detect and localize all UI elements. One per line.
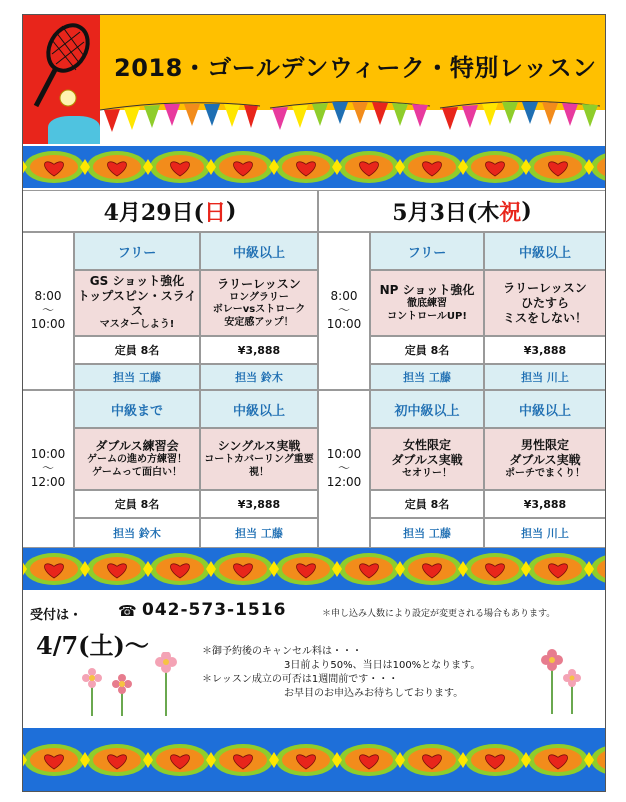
day-header-text: 4月29日( [103, 199, 204, 226]
capacity: 定員 8名 [74, 336, 200, 364]
staff: 担当 工藤 [200, 518, 318, 548]
lesson-level: 中級以上 [484, 232, 606, 270]
holiday-mark: 祝 [499, 199, 522, 226]
time-end: 10:00 [30, 316, 66, 331]
day-header-text: 5月3日(木 [392, 199, 500, 226]
staff: 担当 工藤 [370, 518, 484, 548]
capacity: 定員 8名 [74, 490, 200, 518]
lesson-level: フリー [74, 232, 200, 270]
price: ¥3,888 [484, 336, 606, 364]
desc-line: ラリーレッスン [217, 276, 301, 291]
desc-line: ポーチでまくり！ [505, 467, 585, 479]
desc-line: GS ショット強化 [89, 274, 185, 289]
holiday-mark: 日 [203, 199, 226, 226]
time-end: 10:00 [326, 316, 362, 331]
desc-line: ボレーvsストローク [212, 304, 306, 316]
staff: 担当 工藤 [74, 364, 200, 390]
desc-line: コートカバーリング重要 [204, 454, 314, 465]
phone-icon: ☎ [118, 602, 137, 620]
time-start: 8:00 [34, 289, 62, 304]
desc-line: 女性限定 [402, 437, 451, 452]
desc-line: ダブルス実戦 [391, 452, 463, 467]
time-end: 12:00 [326, 474, 362, 489]
time-start: 10:00 [30, 447, 66, 462]
capacity: 定員 8名 [370, 490, 484, 518]
price: ¥3,888 [200, 490, 318, 518]
desc-line: マスターしよう! [99, 319, 175, 331]
desc-line: 徹底練習 [407, 298, 447, 309]
time-start: 10:00 [326, 447, 362, 462]
lesson-level: 中級以上 [200, 390, 318, 428]
time-sep: ～ [41, 461, 54, 476]
lesson-level: フリー [370, 232, 484, 270]
cancel-line-1: ＊御予約後のキャンセル料は・・・ [202, 646, 362, 657]
time-start: 8:00 [330, 289, 358, 304]
staff: 担当 鈴木 [200, 364, 318, 390]
desc-line: トップスピン・スライス [77, 289, 197, 319]
price: ¥3,888 [200, 336, 318, 364]
desc-line: ゲームって面白い！ [91, 466, 183, 478]
phone-number: 042-573-1516 [142, 600, 287, 620]
staff: 担当 鈴木 [74, 518, 200, 548]
desc-line: ラリーレッスン [503, 280, 587, 295]
desc-line: 視！ [249, 466, 269, 478]
time-sep: ～ [337, 461, 350, 476]
time-end: 12:00 [30, 474, 66, 489]
desc-line: シングルス実戦 [217, 439, 301, 453]
desc-line: ダブルス実戦 [509, 452, 581, 467]
change-note: ＊申し込み人数により設定が変更される場合もあります。 [322, 609, 556, 619]
start-date: 4/7(土)～ [36, 631, 149, 660]
decision-line-1: ＊レッスン成立の可否は1週間前です・・・ [202, 674, 399, 685]
desc-line: 安定感アップ！ [224, 316, 294, 328]
staff: 担当 工藤 [370, 364, 484, 390]
day-header-suffix: ) [225, 198, 237, 224]
reception-label: 受付は・ [30, 608, 83, 623]
desc-line: NP ショット強化 [379, 283, 475, 297]
lesson-level: 中級以上 [484, 390, 606, 428]
staff: 担当 川上 [484, 518, 606, 548]
capacity: 定員 8名 [370, 336, 484, 364]
lesson-level: 初中級以上 [370, 390, 484, 428]
time-sep: ～ [41, 303, 54, 318]
desc-line: ロングラリー [229, 291, 289, 303]
desc-line: ひたすら [520, 295, 569, 310]
page-frame [22, 14, 606, 792]
desc-line: ミスをしない！ [502, 310, 587, 325]
desc-line: ゲームの進め方練習！ [87, 454, 187, 465]
staff: 担当 川上 [484, 364, 606, 390]
page-title: 2018・ゴールデンウィーク・特別レッスン [114, 54, 597, 82]
day-header-suffix: ) [521, 198, 532, 224]
desc-line: コントロールUP! [387, 310, 467, 322]
decision-line-2: お早目のお申込みお待ちしております。 [284, 688, 464, 699]
lesson-level: 中級以上 [200, 232, 318, 270]
lesson-level: 中級まで [74, 390, 200, 428]
desc-line: 男性限定 [520, 437, 569, 452]
time-sep: ～ [337, 303, 350, 318]
desc-line: ダブルス練習会 [95, 439, 179, 453]
cancel-line-2: 3日前より50%、当日は100%となります。 [284, 660, 481, 671]
desc-line: セオリー！ [402, 467, 452, 479]
price: ¥3,888 [484, 490, 606, 518]
